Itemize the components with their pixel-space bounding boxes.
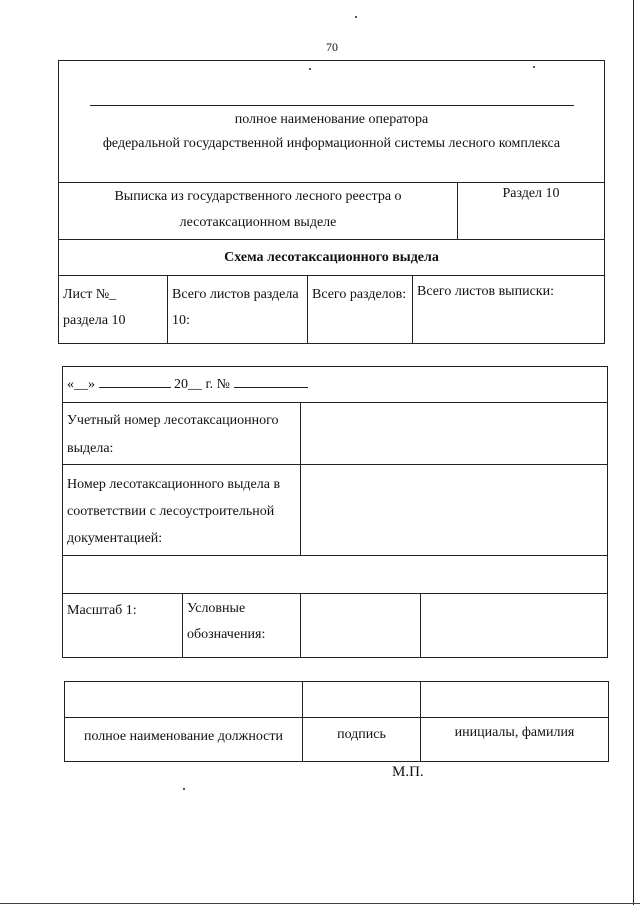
name-value [421,682,609,718]
extract-title: Выписка из государственного лесного реестра о лесотаксационном выделе [59,183,458,240]
position-caption: полное наименование должности [65,718,303,762]
position-value [65,682,303,718]
operator-cell [59,61,605,183]
scale-label: Масштаб 1: [63,594,183,658]
sheets-table [58,275,605,344]
sheet-number: Лист №_ раздела 10 [59,276,168,344]
registration-number-value [301,403,608,465]
total-sheets-extract: Всего листов выписки: [413,276,605,344]
signature-caption: подпись [303,718,421,762]
date-row [63,367,608,403]
page-number: 70 [326,40,338,54]
operator-caption-2: федеральной государственной информационной системы лесного комплекса [102,136,561,151]
date-day: «__» [67,377,95,392]
date-year: 20__ г. № [174,377,231,392]
total-sections: Всего разделов: [308,276,413,344]
header-table [58,60,605,276]
plot-number-value [301,465,608,556]
stamp-placeholder: М.П. [392,764,424,780]
registration-number-label: Учетный номер лесотаксационного выдела: [63,403,301,465]
signature-value [303,682,421,718]
page-edge-right [633,0,634,905]
body-table [62,366,608,658]
scheme-area [63,556,608,594]
scan-speck [183,788,185,790]
name-caption: инициалы, фамилия [421,718,609,762]
total-sheets-section: Всего листов раздела 10: [168,276,308,344]
date-month-blank [99,371,171,388]
legend-cell-2 [421,594,608,658]
legend-cell-1 [301,594,421,658]
scheme-title: Схема лесотаксационного выдела [59,240,605,276]
page-edge-bottom [0,903,640,904]
legend-label: Условные обозначения: [183,594,301,658]
document-number-blank [234,371,308,388]
operator-name-line [90,105,574,106]
scan-speck [355,16,357,18]
signature-table [64,681,609,762]
plot-number-label: Номер лесотаксационного выдела в соответствии с лесоустроительной документацией: [63,465,301,556]
section-label: Раздел 10 [458,183,605,240]
operator-caption-1: полное наименование оператора [234,112,429,127]
